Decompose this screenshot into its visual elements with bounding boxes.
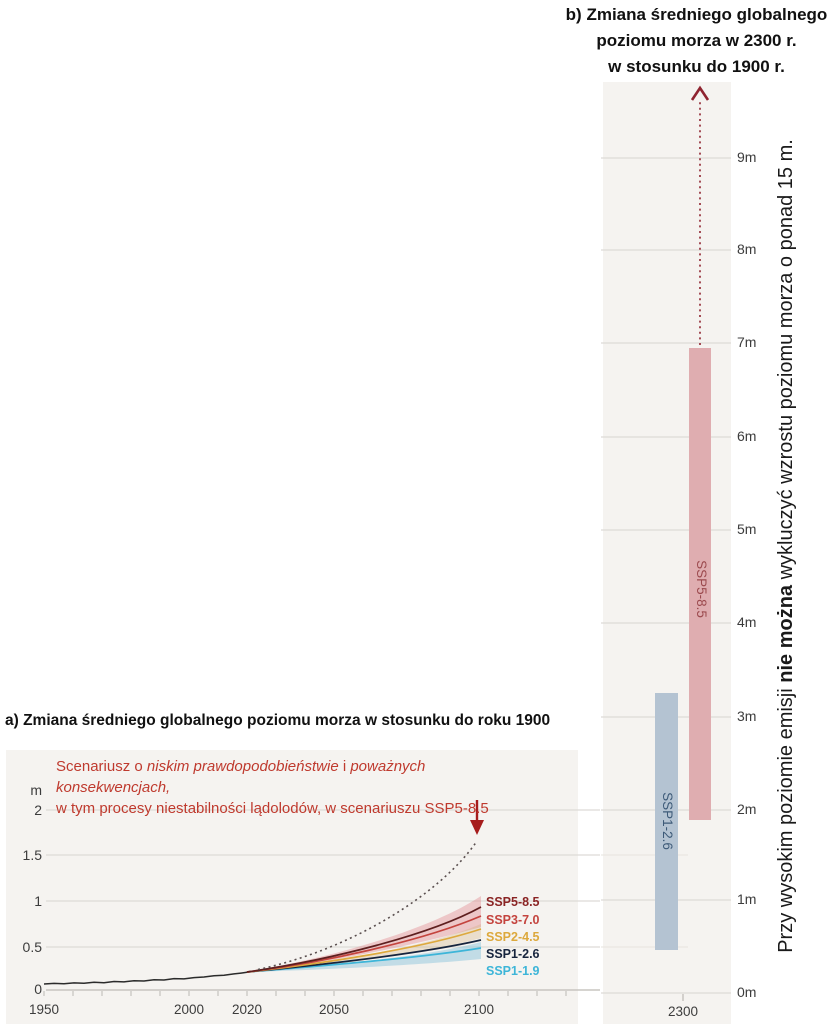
panel-b-title-line2: poziomu morza w 2300 r. bbox=[596, 31, 797, 50]
up-arrow-icon bbox=[692, 88, 708, 100]
panel-b-ytick-8m: 8m bbox=[737, 241, 757, 257]
panel-a-ytick-2: 2 bbox=[34, 802, 42, 818]
panel-a-xtick-2000: 2000 bbox=[173, 1002, 205, 1017]
panel-a-ytick-0_5: 0.5 bbox=[22, 939, 42, 955]
panel-b-ytick-7m: 7m bbox=[737, 334, 757, 350]
panel-a-title: a) Zmiana średniego globalnego poziomu morza w stosunku do roku 1900 bbox=[5, 712, 551, 729]
series-label-ssp370: SSP3-7.0 bbox=[486, 913, 540, 927]
panel-a-axis-ticks bbox=[44, 991, 566, 996]
panel-a-ytick-1_5: 1.5 bbox=[22, 847, 42, 863]
panel-a-ytick-0: 0 bbox=[34, 981, 42, 997]
panel-a-y-unit: m bbox=[30, 782, 42, 798]
panel-b-ytick-9m: 9m bbox=[737, 149, 757, 165]
panel-a-ytick-1: 1 bbox=[34, 893, 42, 909]
panel-b-xtick-2300: 2300 bbox=[667, 1004, 699, 1019]
panel-b-ytick-1m: 1m bbox=[737, 891, 757, 907]
panel-b-title bbox=[558, 2, 835, 80]
panel-a-xtick-2020: 2020 bbox=[231, 1002, 263, 1017]
series-label-ssp119: SSP1-1.9 bbox=[486, 964, 540, 978]
panel-a-xtick-2100: 2100 bbox=[463, 1002, 495, 1017]
historical-sea-level-line bbox=[44, 972, 247, 984]
bar-label-ssp126: SSP1-2.6 bbox=[660, 792, 675, 850]
panel-a-xtick-2050: 2050 bbox=[318, 1002, 350, 1017]
panel-b-title-line1: b) Zmiana średniego globalnego bbox=[565, 5, 828, 24]
panel-b-ytick-6m: 6m bbox=[737, 428, 757, 444]
panel-b-ytick-0m: 0m bbox=[737, 984, 757, 1000]
panel-a-annotation bbox=[56, 756, 536, 819]
panel-b-ytick-4m: 4m bbox=[737, 614, 757, 630]
panel-b-ytick-5m: 5m bbox=[737, 521, 757, 537]
series-label-ssp245: SSP2-4.5 bbox=[486, 930, 540, 944]
panel-a-xtick-1950: 1950 bbox=[28, 1002, 60, 1017]
series-label-ssp126: SSP1-2.6 bbox=[486, 947, 540, 961]
panel-b-ytick-3m: 3m bbox=[737, 708, 757, 724]
series-label-ssp585: SSP5-8.5 bbox=[486, 895, 540, 909]
annotation-line1: Scenariusz o niskim prawdopodobieństwie i poważnych konsekwencjach, bbox=[56, 758, 426, 796]
panel-b-title-line3: w stosunku do 1900 r. bbox=[608, 57, 785, 76]
annotation-line2: w tym procesy niestabilności lądolodów, w scenariuszu SSP5-8.5 bbox=[56, 800, 489, 817]
panel-b-ytick-2m: 2m bbox=[737, 801, 757, 817]
bar-label-ssp585: SSP5-8.5 bbox=[694, 560, 709, 618]
panel-b-side-note: Przy wysokim poziomie emisji nie można wykluczyć wzrostu poziomu morza o ponad 15 m. bbox=[775, 139, 797, 953]
